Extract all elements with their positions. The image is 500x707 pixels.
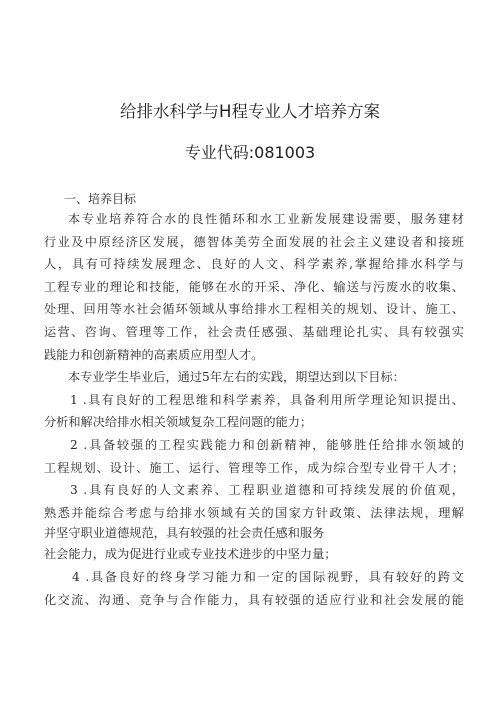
document-title: 给排水科学与H程专业人才培养方案 bbox=[120, 102, 380, 121]
paragraph-line: 行业及中原经济区发展，德智体美劳全面发展的社会主义建设者和接班 bbox=[44, 234, 464, 249]
list-item-line: 分析和解决给排水相关领域复杂工程问题的能力； bbox=[44, 415, 313, 430]
section-heading: 一、培养目标 bbox=[64, 192, 137, 206]
list-item-line: 2 .具备较强的工程实践能力和创新精神，能够胜任给排水领域的 bbox=[70, 437, 464, 452]
paragraph-line: 人，具有可持续发展理念、良好的人文、科学素养,掌握给排水科学与 bbox=[44, 257, 464, 272]
list-item-line: 3 .具有良好的人文素养、工程职业道德和可持续发展的价值观， bbox=[70, 483, 464, 498]
list-item-line: 1 .具有良好的工程思维和科学素养，具备利用所学理论知识提出、 bbox=[70, 392, 464, 407]
list-item-line: 熟悉并能综合考虑与给排水领域有关的国家方针政策、法律法规，理解 bbox=[44, 505, 464, 520]
list-item-line: 化交流、沟通、竞争与合作能力，具有较强的适应行业和社会发展的能 bbox=[44, 592, 464, 607]
list-item-line: 4 .具备良好的终身学习能力和一定的国际视野，具有较好的跨文 bbox=[72, 569, 464, 584]
paragraph-line: 本专业学生毕业后，通过5年左右的实践，期望达到以下目标： bbox=[68, 370, 405, 385]
paragraph-line: 践能力和创新精神的高素质应用型人才。 bbox=[44, 347, 264, 362]
paragraph-line: 运营、咨询、管理等工作，社会责任感强、基础理论扎实、具有较强实 bbox=[44, 324, 464, 339]
paragraph-line: 工程专业的理论和技能，能够在水的开采、净化、输送与污废水的收集、 bbox=[44, 279, 464, 294]
paragraph-line: 本专业培养符合水的良性循环和水工业新发展建设需要，服务建材 bbox=[68, 212, 464, 226]
list-item-line: 工程规划、设计、施工、运行、管理等工作，成为综合型专业骨干人才； bbox=[44, 460, 464, 475]
program-code: 专业代码:081003 bbox=[184, 143, 316, 162]
paragraph-line: 处理、回用等水社会循环领域从事给排水工程相关的规划、设计、施工、 bbox=[44, 302, 464, 317]
body-text bbox=[44, 208, 464, 611]
list-item-line: 并坚守职业道德规范，具有较强的社会责任感和服务 bbox=[44, 526, 325, 541]
list-item-line: 社会能力，成为促进行业或专业技术进步的中坚力量； bbox=[44, 547, 337, 562]
